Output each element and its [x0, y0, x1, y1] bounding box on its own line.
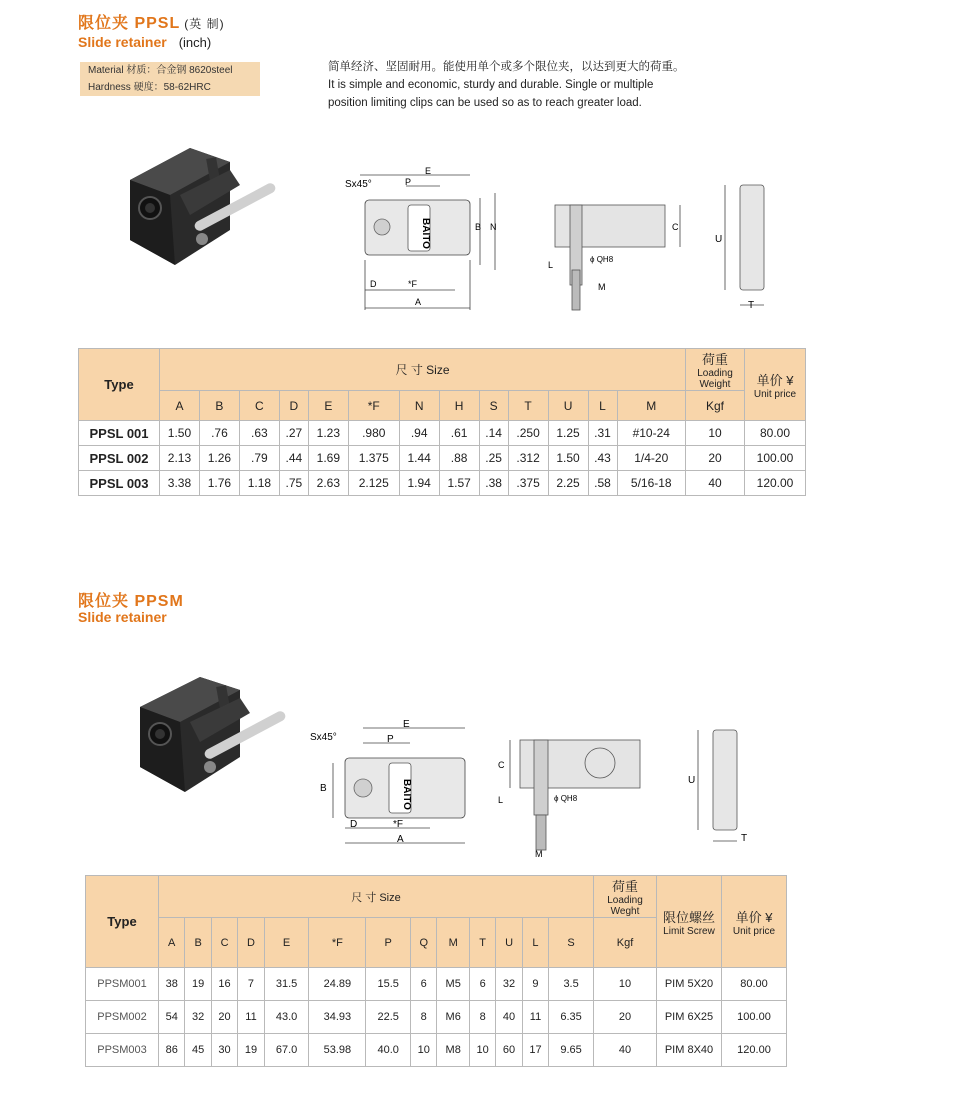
table-row: PPSL 002 2.13 1.26 .79 .44 1.69 1.375 1.44 .88 .25 .312 1.50 .43 1/4-20 20 100.00 [79, 446, 806, 471]
ppsm-end-view-drawing [683, 725, 763, 850]
section2-title-cn: 限位夹 PPSM [78, 593, 184, 610]
section2-title-en: Slide retainer [78, 609, 167, 625]
drawing-label-p: P [405, 177, 412, 187]
col-m: M [437, 918, 469, 968]
section1-title-cn: 限位夹 PPSL (英 制) [78, 15, 225, 32]
ppsl-top-view-drawing [320, 165, 510, 315]
col-l: L [522, 918, 548, 968]
brand-logo: BAITO [401, 779, 412, 810]
weight-header: 荷重 Loading Weight [686, 349, 745, 391]
col-f: *F [348, 391, 399, 421]
col-s: S [549, 918, 594, 968]
drawing-label-t: T [741, 833, 748, 844]
drawing-label-chamfer: Sx45° [345, 179, 372, 190]
col-a: A [159, 918, 185, 968]
drawing-label-c: C [498, 760, 505, 770]
product-description: 简单经济、坚固耐用。能使用单个或多个限位夹，以达到更大的荷重。 It is simple and economic, sturdy and durable. Single or multiple position limiting clips can be used so as to reach greater load. [328, 61, 685, 109]
col-d: D [279, 391, 308, 421]
brand-logo: BAITO [420, 218, 431, 249]
drawing-label-u: U [715, 234, 723, 245]
col-b: B [199, 391, 239, 421]
drawing-label-d: D [370, 279, 377, 289]
weight-unit: Kgf [686, 391, 745, 421]
type-header: Type [79, 349, 160, 421]
ppsm-spec-table [85, 875, 787, 1067]
drawing-label-chamfer: Sx45° [310, 732, 337, 743]
price-header: 单价 ¥ Unit price [722, 876, 787, 968]
material-spec: Material 材质：合金钢 8620steel [80, 62, 260, 79]
col-t: T [508, 391, 548, 421]
table-row: PPSL 001 1.50 .76 .63 .27 1.23 .980 .94 .61 .14 .250 1.25 .31 #10-24 10 80.00 [79, 421, 806, 446]
ppsl-side-view-drawing [540, 190, 700, 315]
drawing-label-q: ϕ QH8 [554, 794, 578, 803]
ppsm-side-view-drawing [490, 735, 655, 860]
col-f: *F [309, 918, 366, 968]
col-s: S [479, 391, 508, 421]
drawing-label-m: M [535, 849, 543, 859]
table-row: PPSM002 54 32 20 11 43.0 34.93 22.5 8 M6 8 40 11 6.35 20 PIM 6X25 100.00 [86, 1001, 787, 1034]
drawing-label-l: L [498, 795, 504, 805]
col-p: P [366, 918, 411, 968]
drawing-label-d: D [350, 819, 358, 830]
drawing-label-u: U [688, 775, 696, 786]
col-c: C [211, 918, 237, 968]
hardness-spec: Hardness 硬度：58-62HRC [80, 79, 260, 96]
col-b: B [185, 918, 211, 968]
type-header: Type [86, 876, 159, 968]
section1-title-en: Slide retainer (inch) [78, 34, 212, 50]
product-photo-ppsm [130, 672, 300, 802]
drawing-label-p: P [387, 734, 394, 745]
col-l: L [588, 391, 617, 421]
col-h: H [439, 391, 479, 421]
ppsl-end-view-drawing [710, 180, 780, 315]
drawing-label-a: A [397, 834, 404, 845]
screw-header: 限位螺丝 Limit Screw [657, 876, 722, 968]
drawing-label-f: *F [393, 819, 403, 830]
col-m: M [617, 391, 685, 421]
drawing-label-m: M [598, 282, 606, 292]
col-n: N [399, 391, 439, 421]
col-u: U [548, 391, 588, 421]
price-header: 单价 ¥ Unit price [745, 349, 806, 421]
drawing-label-b: B [475, 222, 482, 232]
ppsm-top-view-drawing [305, 718, 480, 853]
size-header: 尺 寸 Size [160, 349, 686, 391]
drawing-label-f: *F [408, 279, 417, 289]
ppsl-spec-table [78, 348, 806, 496]
drawing-label-b: B [320, 783, 327, 794]
col-q: Q [411, 918, 437, 968]
drawing-label-c: C [672, 222, 679, 232]
table-row: PPSL 003 3.38 1.76 1.18 .75 2.63 2.125 1.94 1.57 .38 .375 2.25 .58 5/16-18 40 120.00 [79, 471, 806, 496]
product-photo-ppsl [120, 140, 290, 280]
weight-header: 荷重 Loading Weght [594, 876, 657, 918]
drawing-label-q: ϕ QH8 [590, 255, 614, 264]
col-c: C [239, 391, 279, 421]
drawing-label-l: L [548, 260, 554, 270]
drawing-label-e: E [425, 166, 432, 176]
table-row: PPSM003 86 45 30 19 67.0 53.98 40.0 10 M8 10 60 17 9.65 40 PIM 8X40 120.00 [86, 1034, 787, 1067]
weight-unit: Kgf [594, 918, 657, 968]
drawing-label-e: E [403, 719, 410, 730]
size-column-headers [79, 391, 806, 421]
table-row: PPSM001 38 19 16 7 31.5 24.89 15.5 6 M5 6 32 9 3.5 10 PIM 5X20 80.00 [86, 968, 787, 1001]
size-header: 尺 寸 Size [159, 876, 594, 918]
drawing-label-t: T [748, 300, 755, 311]
col-e: E [308, 391, 348, 421]
drawing-label-a: A [415, 297, 422, 307]
col-a: A [160, 391, 200, 421]
drawing-label-n: N [490, 222, 497, 232]
col-t: T [469, 918, 495, 968]
col-e: E [264, 918, 309, 968]
col-d: D [238, 918, 264, 968]
col-u: U [496, 918, 522, 968]
